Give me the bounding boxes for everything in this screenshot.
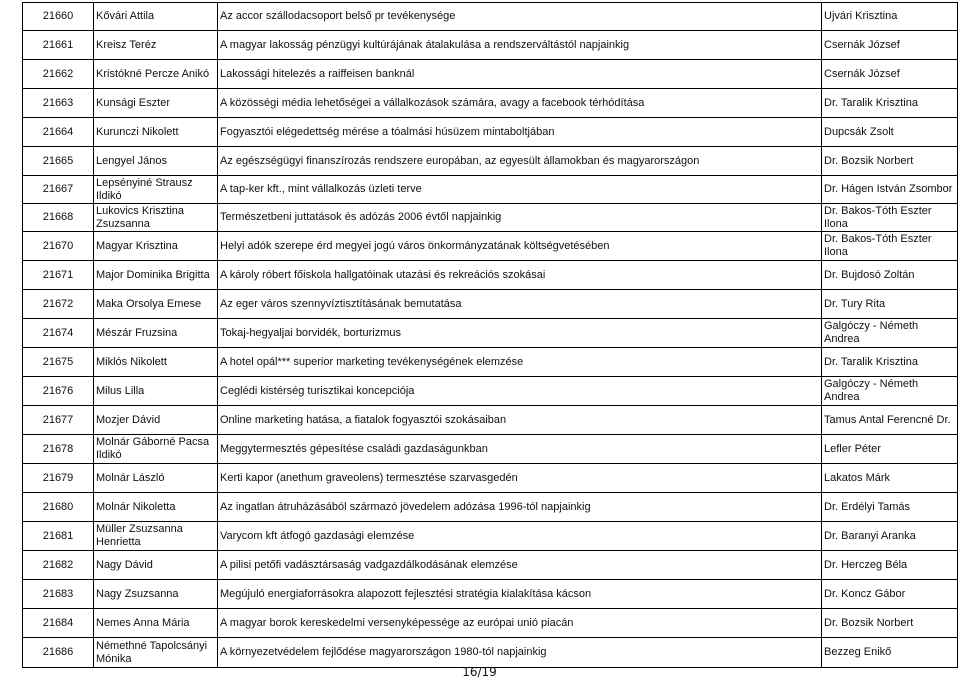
table-row xyxy=(23,638,958,668)
thesis-title: Az egészségügyi finanszírozás rendszere europában, az egyesült államokban és magyarországon xyxy=(218,147,822,176)
table-row xyxy=(23,60,958,89)
table-row xyxy=(23,377,958,406)
table-row xyxy=(23,31,958,60)
table-row xyxy=(23,580,958,609)
thesis-title: Az accor szállodacsoport belső pr tevékenysége xyxy=(218,3,822,31)
student-id: 21664 xyxy=(23,118,94,147)
student-id: 21679 xyxy=(23,464,94,493)
student-id: 21667 xyxy=(23,176,94,204)
thesis-title: A pilisi petőfi vadásztársaság vadgazdálkodásának elemzése xyxy=(218,551,822,580)
supervisor-name: Dr. Hágen István Zsombor xyxy=(822,176,958,204)
table-row xyxy=(23,204,958,232)
student-name: Nemes Anna Mária xyxy=(94,609,218,638)
student-id: 21686 xyxy=(23,638,94,668)
student-id: 21682 xyxy=(23,551,94,580)
student-id: 21681 xyxy=(23,522,94,551)
student-name: Milus Lilla xyxy=(94,377,218,406)
student-id: 21670 xyxy=(23,232,94,261)
table-row xyxy=(23,147,958,176)
supervisor-name: Dr. Tury Rita xyxy=(822,290,958,319)
thesis-title: A magyar borok kereskedelmi versenyképessége az európai unió piacán xyxy=(218,609,822,638)
thesis-title: Kerti kapor (anethum graveolens) termesztése szarvasgedén xyxy=(218,464,822,493)
table-row xyxy=(23,261,958,290)
student-name: Lengyel János xyxy=(94,147,218,176)
student-name: Maka Orsolya Emese xyxy=(94,290,218,319)
thesis-title: Varycom kft átfogó gazdasági elemzése xyxy=(218,522,822,551)
supervisor-name: Galgóczy - Németh Andrea xyxy=(822,377,958,406)
student-name: Némethné Tapolcsányi Mónika xyxy=(94,638,218,668)
student-name: Nagy Dávid xyxy=(94,551,218,580)
thesis-title: Tokaj-hegyaljai borvidék, borturizmus xyxy=(218,319,822,348)
student-name: Molnár Nikoletta xyxy=(94,493,218,522)
page-number: 16/19 xyxy=(462,665,497,679)
thesis-title: Megújuló energiaforrásokra alapozott fejlesztési stratégia kialakítása kácson xyxy=(218,580,822,609)
supervisor-name: Csernák József xyxy=(822,60,958,89)
student-name: Miklós Nikolett xyxy=(94,348,218,377)
supervisor-name: Dr. Bozsik Norbert xyxy=(822,147,958,176)
student-id: 21660 xyxy=(23,3,94,31)
thesis-title: Fogyasztói elégedettség mérése a tóalmási húsüzem mintaboltjában xyxy=(218,118,822,147)
student-id: 21680 xyxy=(23,493,94,522)
supervisor-name: Lefler Péter xyxy=(822,435,958,464)
supervisor-name: Dr. Erdélyi Tamás xyxy=(822,493,958,522)
table-row xyxy=(23,232,958,261)
supervisor-name: Tamus Antal Ferencné Dr. xyxy=(822,406,958,435)
student-id: 21675 xyxy=(23,348,94,377)
thesis-title: A magyar lakosság pénzügyi kultúrájának átalakulása a rendszerváltástól napjainkig xyxy=(218,31,822,60)
table-row xyxy=(23,551,958,580)
supervisor-name: Dr. Taralik Krisztina xyxy=(822,89,958,118)
table-row xyxy=(23,319,958,348)
supervisor-name: Dr. Baranyi Aranka xyxy=(822,522,958,551)
thesis-title: Lakossági hitelezés a raiffeisen banknál xyxy=(218,60,822,89)
student-name: Lukovics Krisztina Zsuzsanna xyxy=(94,204,218,232)
student-id: 21663 xyxy=(23,89,94,118)
supervisor-name: Dr. Bakos-Tóth Eszter Ilona xyxy=(822,232,958,261)
supervisor-name: Dr. Bakos-Tóth Eszter Ilona xyxy=(822,204,958,232)
thesis-title: Ceglédi kistérség turisztikai koncepciója xyxy=(218,377,822,406)
supervisor-name: Dr. Taralik Krisztina xyxy=(822,348,958,377)
supervisor-name: Lakatos Márk xyxy=(822,464,958,493)
thesis-title: A tap-ker kft., mint vállalkozás üzleti terve xyxy=(218,176,822,204)
supervisor-name: Dr. Herczeg Béla xyxy=(822,551,958,580)
student-id: 21677 xyxy=(23,406,94,435)
thesis-title: Az eger város szennyvíztisztításának bemutatása xyxy=(218,290,822,319)
student-name: Molnár László xyxy=(94,464,218,493)
thesis-title: Helyi adók szerepe érd megyei jogú város önkormányzatának költségvetésében xyxy=(218,232,822,261)
table-row xyxy=(23,406,958,435)
table-row xyxy=(23,3,958,31)
supervisor-name: Csernák József xyxy=(822,31,958,60)
supervisor-name: Dr. Koncz Gábor xyxy=(822,580,958,609)
table-row xyxy=(23,348,958,377)
table-row xyxy=(23,290,958,319)
student-id: 21671 xyxy=(23,261,94,290)
table-row xyxy=(23,118,958,147)
supervisor-name: Bezzeg Enikő xyxy=(822,638,958,668)
table-row xyxy=(23,89,958,118)
table-row xyxy=(23,493,958,522)
thesis-title: A környezetvédelem fejlődése magyarországon 1980-tól napjainkig xyxy=(218,638,822,668)
supervisor-name: Dupcsák Zsolt xyxy=(822,118,958,147)
student-name: Kővári Attila xyxy=(94,3,218,31)
student-name: Müller Zsuzsanna Henrietta xyxy=(94,522,218,551)
student-id: 21662 xyxy=(23,60,94,89)
student-name: Molnár Gáborné Pacsa Ildikó xyxy=(94,435,218,464)
student-name: Major Dominika Brigitta xyxy=(94,261,218,290)
thesis-table xyxy=(22,2,958,668)
student-name: Kristókné Percze Anikó xyxy=(94,60,218,89)
student-id: 21674 xyxy=(23,319,94,348)
student-id: 21668 xyxy=(23,204,94,232)
thesis-title: A közösségi média lehetőségei a vállalkozások számára, avagy a facebook térhódítása xyxy=(218,89,822,118)
thesis-title: Természetbeni juttatások és adózás 2006 évtől napjainkig xyxy=(218,204,822,232)
table-row xyxy=(23,464,958,493)
supervisor-name: Dr. Bujdosó Zoltán xyxy=(822,261,958,290)
thesis-title: A károly róbert főiskola hallgatóinak utazási és rekreációs szokásai xyxy=(218,261,822,290)
student-name: Mészár Fruzsina xyxy=(94,319,218,348)
student-name: Mozjer Dávid xyxy=(94,406,218,435)
thesis-title: Az ingatlan átruházásából származó jövedelem adózása 1996-tól napjainkig xyxy=(218,493,822,522)
thesis-title: Meggytermesztés gépesítése családi gazdaságunkban xyxy=(218,435,822,464)
student-id: 21661 xyxy=(23,31,94,60)
student-id: 21683 xyxy=(23,580,94,609)
student-name: Nagy Zsuzsanna xyxy=(94,580,218,609)
thesis-title: A hotel opál*** superior marketing tevékenységének elemzése xyxy=(218,348,822,377)
student-id: 21672 xyxy=(23,290,94,319)
student-id: 21678 xyxy=(23,435,94,464)
student-id: 21684 xyxy=(23,609,94,638)
supervisor-name: Galgóczy - Németh Andrea xyxy=(822,319,958,348)
thesis-title: Online marketing hatása, a fiatalok fogyasztói szokásaiban xyxy=(218,406,822,435)
student-name: Kurunczi Nikolett xyxy=(94,118,218,147)
table-row xyxy=(23,176,958,204)
table-row xyxy=(23,435,958,464)
supervisor-name: Ujvári Krisztina xyxy=(822,3,958,31)
table-row xyxy=(23,522,958,551)
student-id: 21676 xyxy=(23,377,94,406)
student-id: 21665 xyxy=(23,147,94,176)
student-name: Kunsági Eszter xyxy=(94,89,218,118)
student-name: Kreisz Teréz xyxy=(94,31,218,60)
table-row xyxy=(23,609,958,638)
student-name: Lepsényiné Strausz Ildikó xyxy=(94,176,218,204)
supervisor-name: Dr. Bozsik Norbert xyxy=(822,609,958,638)
student-name: Magyar Krisztina xyxy=(94,232,218,261)
